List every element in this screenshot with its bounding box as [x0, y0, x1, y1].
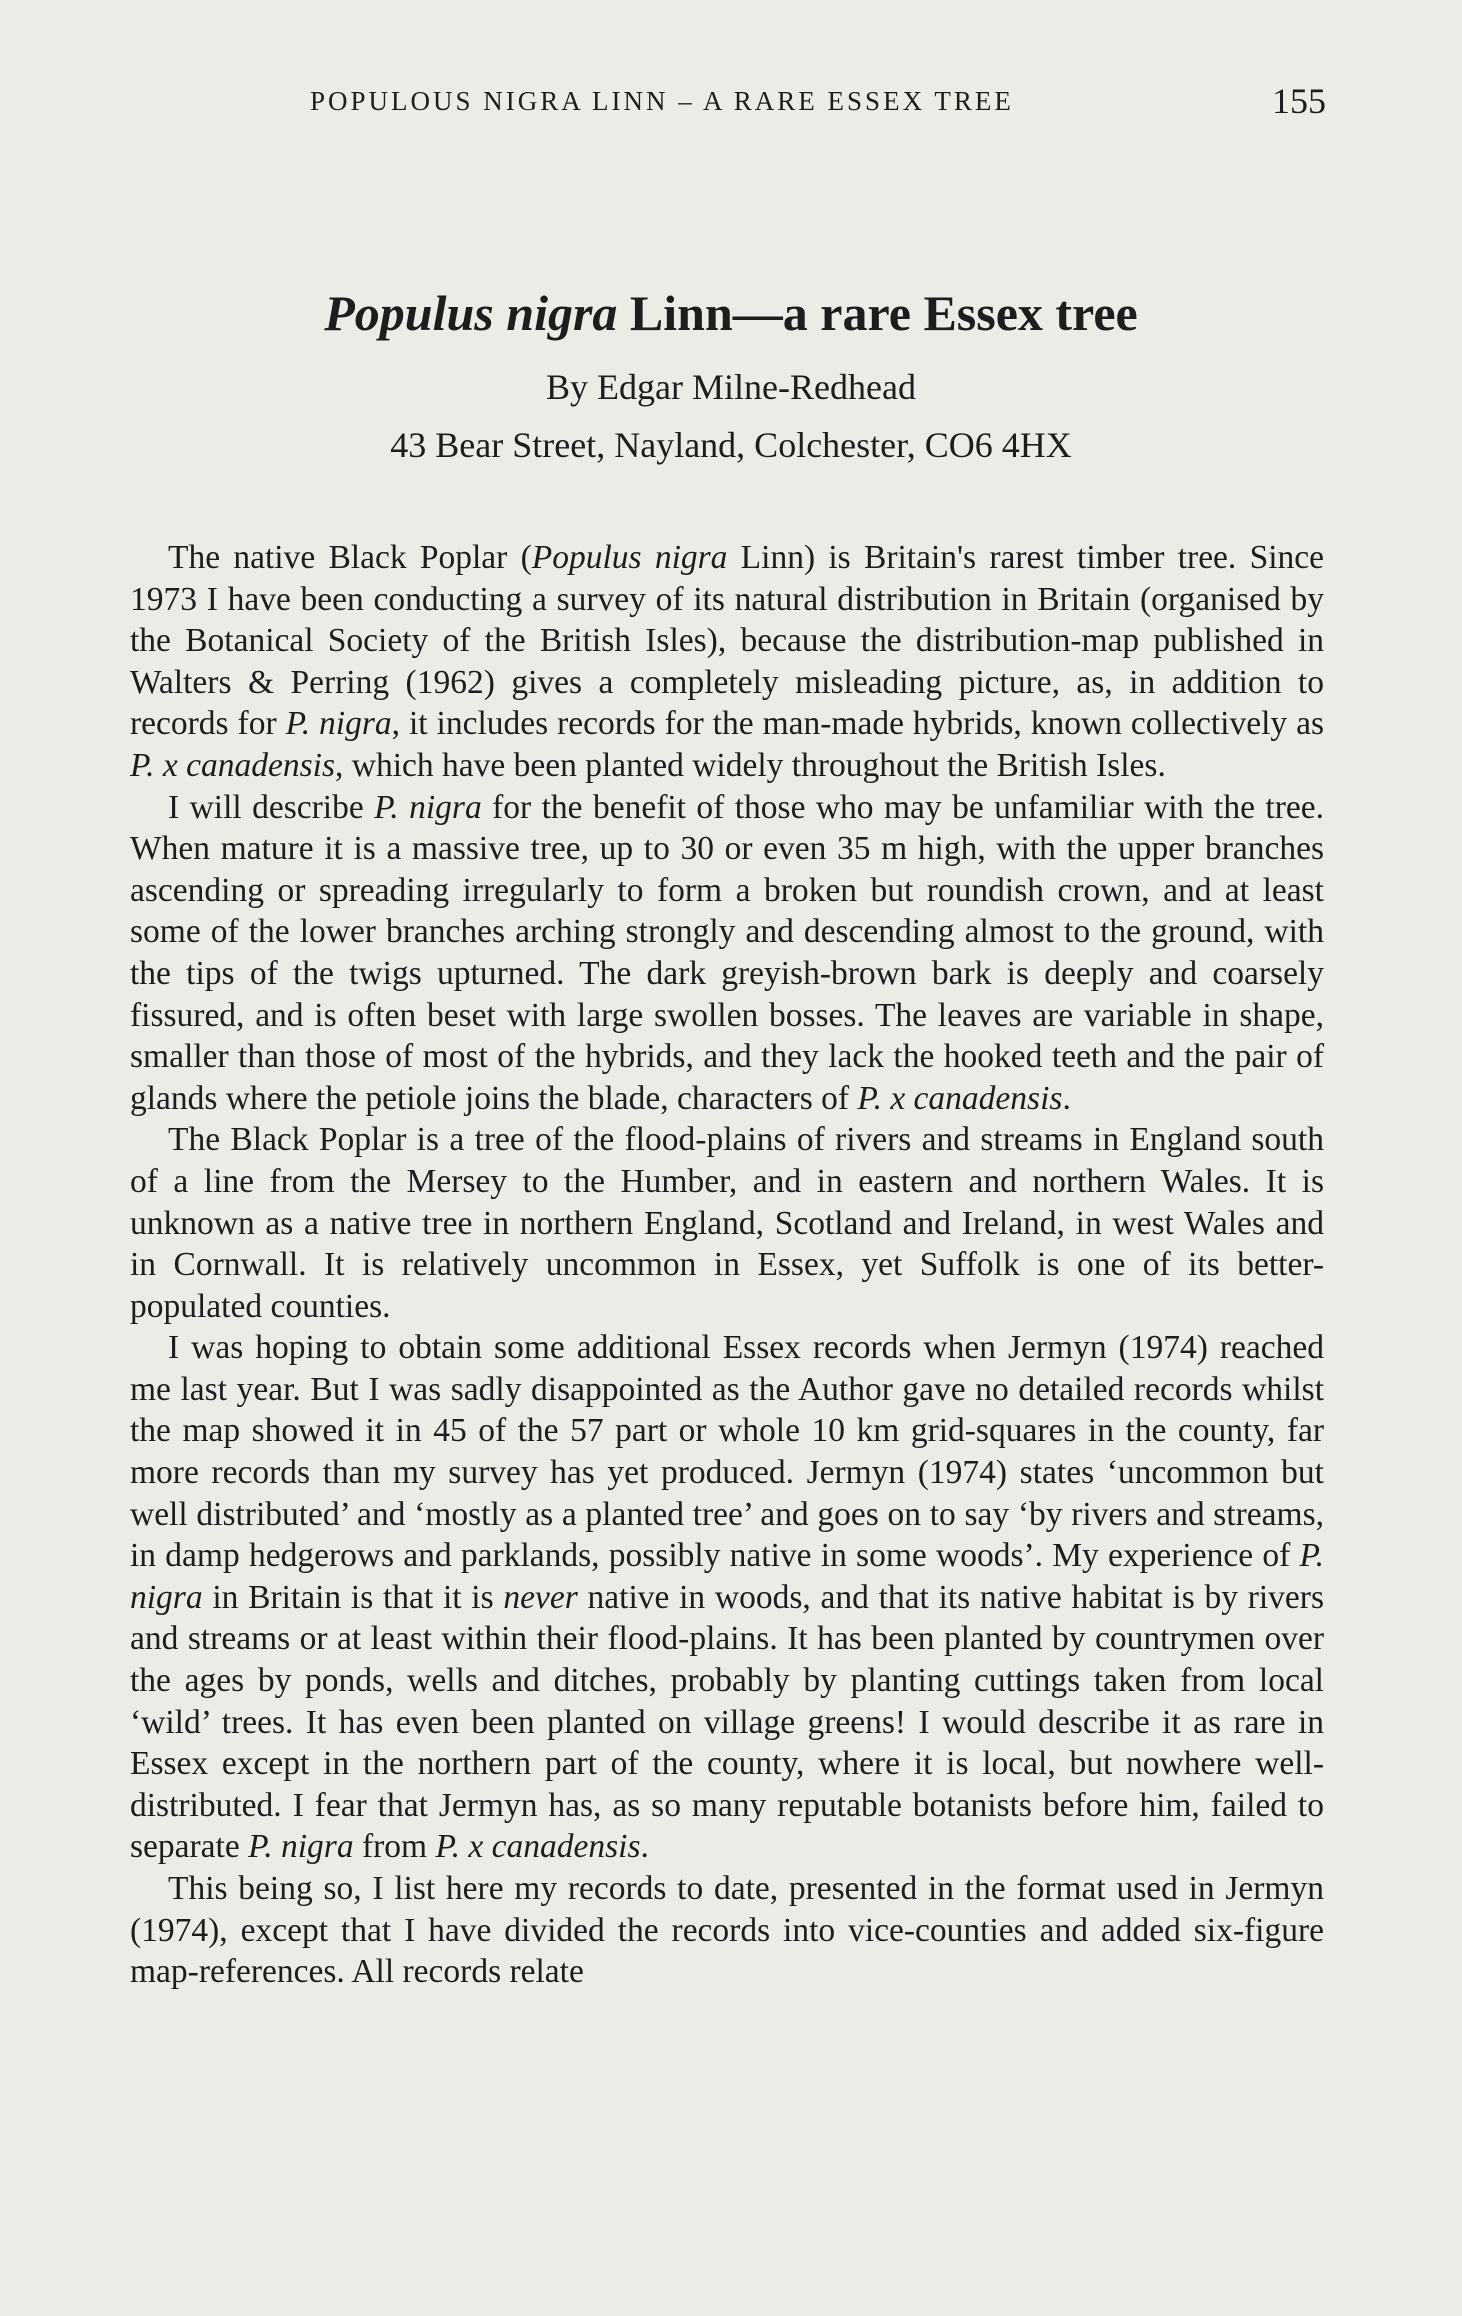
text-run: Linn) is Britain's rarest timber tree. Since 1973 I have been conducting a survey of its natural distribution in Britain (organised by the Botanical Society of the British Isles), because the distribution-map published in Walters & Perring (1962) gives a completely misleading picture, as, in addition to records for — [130, 539, 1324, 743]
body-paragraph — [130, 787, 1324, 1120]
running-head: POPULOUS NIGRA LINN – A RARE ESSEX TREE — [310, 86, 1014, 116]
article-title — [0, 284, 1462, 342]
text-run: , it includes records for the man-made hybrids, known collectively as — [391, 705, 1324, 743]
text-run: The Black Poplar is a tree of the flood-plains of rivers and streams in England south of a line from the Mersey to the Humber, and in eastern and northern Wales. It is unknown as a native tree in northern England, Scotland and Ireland, in west Wales and in Cornwall. It is relatively uncommon in Essex, yet Suffolk is one of its better-populated counties. — [130, 1121, 1324, 1325]
article-body — [130, 537, 1324, 1993]
italic-text-run: P. nigra — [374, 788, 482, 826]
italic-text-run: P. x canadensis — [130, 746, 336, 784]
text-run: The native Black Poplar ( — [168, 539, 532, 576]
italic-text-run: never — [503, 1578, 578, 1616]
italic-text-run: P. x canadensis — [857, 1079, 1063, 1117]
author-byline: By Edgar Milne-Redhead — [546, 367, 916, 407]
body-paragraph — [130, 1868, 1324, 1993]
text-run: I will describe — [168, 788, 375, 826]
text-run: native in woods, and that its native habitat is by rivers and streams or at least within their flood-plains. It has been planted by countrymen over the ages by ponds, wells and ditches, probably by planting cuttings taken from local ‘wild’ trees. It has even been planted on village greens! I would describe it as rare in Essex except in the northern part of the county, where it is local, but nowhere well-distributed. I fear that Jermyn has, as so many reputable botanists before him, failed to separate — [130, 1578, 1324, 1866]
text-run: I was hoping to obtain some additional Essex records when Jermyn (1974) reached me last year. But I was sadly disappointed as the Author gave no detailed records whilst the map showed it in 45 of the 57 part or whole 10 km grid-squares in the county, far more records than my survey has yet produced. Jermyn (1974) states ‘uncommon but well distributed’ and ‘mostly as a planted tree’ and goes on to say ‘by rivers and streams, in damp hedgerows and parklands, possibly native in some woods’. My experience of — [130, 1329, 1324, 1575]
title-remainder: Linn—a rare Essex tree — [617, 285, 1138, 341]
text-run: . — [1062, 1079, 1071, 1117]
body-paragraph — [130, 1327, 1324, 1868]
author-address: 43 Bear Street, Nayland, Colchester, CO6 4HX — [390, 425, 1072, 465]
page-number: 155 — [1272, 81, 1326, 121]
italic-text-run: P. nigra — [285, 705, 392, 743]
text-run: , which have been planted widely throughout the British Isles. — [335, 746, 1166, 784]
body-paragraph — [130, 537, 1324, 787]
italic-text-run: Populus nigra — [531, 539, 728, 576]
body-paragraph — [130, 1119, 1324, 1327]
italic-text-run: P. x canadensis — [435, 1828, 641, 1866]
text-run: for the benefit of those who may be unfamiliar with the tree. When mature it is a massive tree, up to 30 or even 35 m high, with the upper branches ascending or spreading irregularly to form a broken but roundish crown, and at least some of the lower branches arching strongly and descending almost to the ground, with the tips of the twigs upturned. The dark greyish-brown bark is deeply and coarsely fissured, and is often beset with large swollen bosses. The leaves are variable in shape, smaller than those of most of the hybrids, and they lack the hooked teeth and the pair of glands where the petiole joins the blade, characters of — [130, 788, 1324, 1117]
italic-text-run: P. nigra — [130, 1537, 1324, 1616]
text-run: This being so, I list here my records to date, presented in the format used in Jermyn (1974), except that I have divided the records into vice-counties and added six-figure map-references. All records relate — [130, 1870, 1324, 1991]
title-species-name: Populus nigra — [324, 285, 618, 341]
text-run: from — [353, 1828, 436, 1866]
text-run: in Britain is that it is — [202, 1578, 504, 1616]
italic-text-run: P. nigra — [248, 1828, 354, 1866]
text-run: . — [640, 1828, 649, 1866]
